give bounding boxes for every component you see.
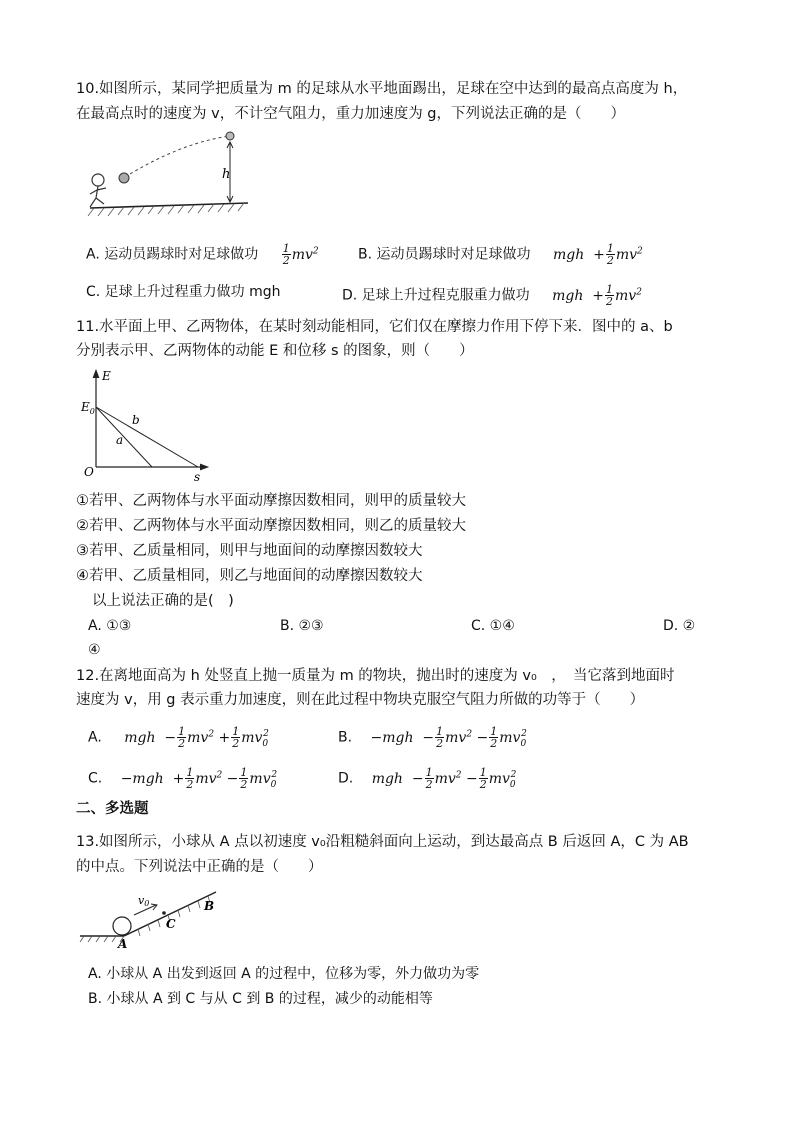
q12-option-a-formula: mgh − $\frac{1}{2}$ $mv^2$ + $\frac{1}{2}$ $mv_0^2$ xyxy=(124,725,269,751)
q12-option-a-label: A. xyxy=(88,729,102,746)
line-a xyxy=(96,407,152,467)
graph-y-axis-label: E xyxy=(102,369,111,383)
q10-option-b-text: B. 运动员踢球时对足球做功 xyxy=(358,246,531,263)
player-figure xyxy=(90,174,106,207)
q10-option-b-formula: mgh + $\frac{1}{2}$ $mv^2$ xyxy=(552,242,643,268)
q13-v0-label: v0 xyxy=(138,894,150,908)
point-c xyxy=(162,911,166,915)
q11-statement-3: ③若甲、乙质量相同，则甲与地面间的动摩擦因数较大 xyxy=(76,543,423,559)
q13-b-label: B xyxy=(204,899,215,913)
q11-option-a[interactable]: A. ①③ xyxy=(88,618,132,634)
q12-option-b[interactable] xyxy=(338,724,527,753)
q10-option-d-text: D. 足球上升过程克服重力做功 xyxy=(342,287,530,304)
q11-option-d[interactable]: D. ② xyxy=(663,618,696,634)
q13-stem-line1: 13.如图所示，小球从 A 点以初速度 v₀沿粗糙斜面向上运动，到达最高点 B 后返回 A，C 为 AB xyxy=(76,834,689,850)
q12-stem-line1: 12.在离地面高为 h 处竖直上抛一质量为 m 的物块，抛出时的速度为 v₀ ， 当它落到地面时 xyxy=(76,668,675,684)
q10-option-a-text: A. 运动员踢球时对足球做功 xyxy=(86,246,259,263)
ball-top xyxy=(226,132,234,140)
q13-figure xyxy=(78,882,228,952)
q10-option-a-formula: $\frac{1}{2}$ $mv^2$ xyxy=(282,242,319,268)
q12-option-b-formula: −mgh − $\frac{1}{2}$ $mv^2$ − $\frac{1}{2}$ $mv_0^2$ xyxy=(370,725,527,751)
q12-option-b-label: B. xyxy=(338,729,353,746)
q12-option-d-formula: mgh − $\frac{1}{2}$ $mv^2$ − $\frac{1}{2}$ $mv_0^2$ xyxy=(371,766,517,792)
q13-option-a[interactable]: A. 小球从 A 出发到返回 A 的过程中，位移为零，外力做功为零 xyxy=(88,966,480,982)
q11-prompt: 以上说法正确的是( ) xyxy=(92,593,234,609)
q12-stem-line2: 速度为 v，用 g 表示重力加速度，则在此过程中物块克服空气阻力所做的功等于（ ） xyxy=(76,692,645,708)
q11-stem-line1: 11.水平面上甲、乙两物体，在某时刻动能相同，它们仅在摩擦力作用下停下来．图中的 a、b xyxy=(76,319,673,335)
q10-h-label: h xyxy=(222,167,231,182)
q10-stem-line2: 在最高点时的速度为 v，不计空气阻力，重力加速度为 g，下列说法正确的是（ ） xyxy=(76,106,626,122)
q12-option-c-label: C. xyxy=(88,770,103,787)
q11-graph xyxy=(80,364,216,484)
q13-option-b[interactable]: B. 小球从 A 到 C 与从 C 到 B 的过程，减少的动能相等 xyxy=(88,991,433,1007)
q11-statement-4: ④若甲、乙质量相同，则乙与地面间的动摩擦因数较大 xyxy=(76,568,423,584)
q10-option-c[interactable] xyxy=(86,282,281,302)
q12-option-d-label: D. xyxy=(338,770,354,787)
graph-e0-label: $E_0$ xyxy=(81,400,95,416)
graph-line-b-label: b xyxy=(132,413,140,427)
q12-option-d[interactable] xyxy=(338,765,516,794)
q12-option-c[interactable] xyxy=(88,765,277,794)
q11-option-d-wrap: ④ xyxy=(88,642,101,658)
q10-option-d[interactable] xyxy=(342,282,642,307)
q12-option-c-formula: −mgh + $\frac{1}{2}$ $mv^2$ − $\frac{1}{2}$ $mv_0^2$ xyxy=(120,766,278,792)
q11-option-c[interactable]: C. ①④ xyxy=(471,618,515,634)
q11-statement-1: ①若甲、乙两物体与水平面动摩擦因数相同，则甲的质量较大 xyxy=(76,493,466,509)
trajectory xyxy=(130,136,230,174)
section-title-multi-choice: 二、多选题 xyxy=(76,801,149,817)
q12-option-a[interactable] xyxy=(88,724,269,753)
q11-option-b[interactable]: B. ②③ xyxy=(280,618,324,634)
graph-x-axis-label: s xyxy=(194,470,201,484)
q13-c-label: C xyxy=(166,917,176,931)
q13-a-label: A xyxy=(118,937,128,951)
q13-stem-line2: 的中点。下列说法中正确的是（ ） xyxy=(76,859,323,875)
q10-figure xyxy=(84,128,256,220)
graph-line-a-label: a xyxy=(116,433,124,447)
q10-option-c-text: C. 足球上升过程重力做功 mgh xyxy=(86,284,281,300)
q10-option-d-formula: mgh + $\frac{1}{2}$ $mv^2$ xyxy=(552,283,642,309)
graph-origin-label: O xyxy=(84,465,94,479)
q10-stem-line1: 10.如图所示，某同学把质量为 m 的足球从水平地面踢出，足球在空中达到的最高点高度为 h， xyxy=(76,81,688,97)
line-b xyxy=(96,407,198,467)
q11-stem-line2: 分别表示甲、乙两物体的动能 E 和位移 s 的图象，则（ ） xyxy=(76,343,474,359)
ball-start xyxy=(119,173,129,183)
ball xyxy=(113,917,131,935)
q11-statement-2: ②若甲、乙两物体与水平面动摩擦因数相同，则乙的质量较大 xyxy=(76,518,466,534)
q10-option-b[interactable] xyxy=(358,241,643,266)
q10-option-a[interactable] xyxy=(86,241,319,266)
